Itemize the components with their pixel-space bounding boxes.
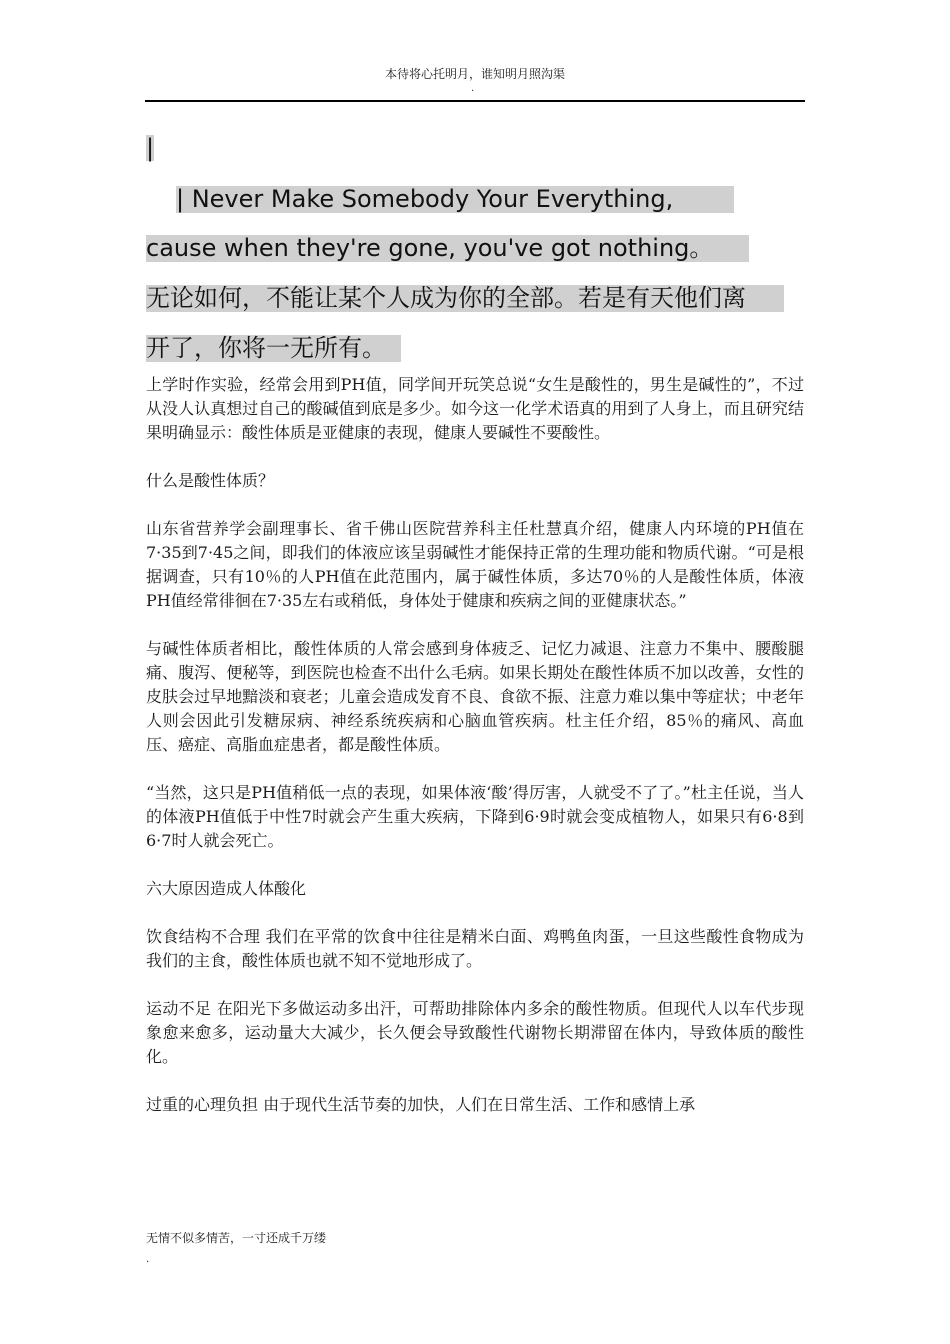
quote-line-4: 开了，你将一无所有。	[146, 335, 401, 362]
quote-cursor-mark: |	[146, 134, 155, 162]
paragraph-severe-acidity: “当然，这只是PH值稍低一点的表现，如果体液‘酸’得厉害，人就受不了了。”杜主任说，当人的体液PH值低于中性7时就会产生重大疾病，下降到6·9时就会变成植物人，如果只有6·8到6·7时人就会死亡。	[146, 783, 804, 850]
paragraph-ph-range: 山东省营养学会副理事长、省千佛山医院营养科主任杜慧真介绍，健康人内环境的PH值在7·35到7·45之间，即我们的体液应该呈弱碱性才能保持正常的生理功能和物质代谢。“可是根据调查，只有10％的人PH值在此范围内，属于碱性体质，多达70％的人是酸性体质，体液PH值经常徘徊在7·35左右或稍低，身体处于健康和疾病之间的亚健康状态。”	[146, 519, 804, 610]
page-header: 本待将心托明月，谁知明月照沟渠	[384, 67, 565, 81]
heading-six-causes: 六大原因造成人体酸化	[146, 879, 307, 898]
header-divider	[145, 100, 805, 102]
heading-what-is-acidic: 什么是酸性体质？	[146, 471, 275, 490]
paragraph-intro: 上学时作实验，经常会用到PH值，同学间开玩笑总说“女生是酸性的，男生是碱性的”，不过从没人认真想过自己的酸碱值到底是多少。如今这一化学术语真的用到了人身上，而且研究结果明确显示：酸性体质是亚健康的表现，健康人要碱性不要酸性。	[146, 375, 804, 442]
article-body	[146, 373, 804, 1141]
header-dot: .	[471, 83, 475, 94]
paragraph-stress: 过重的心理负担 由于现代生活节奏的加快，人们在日常生活、工作和感情上承	[146, 1095, 696, 1114]
footer-dot: .	[146, 1254, 150, 1265]
paragraph-exercise: 运动不足 在阳光下多做运动多出汗，可帮助排除体内多余的酸性物质。但现代人以车代步现象愈来愈多，运动量大大减少，长久便会导致酸性代谢物长期滞留在体内，导致体质的酸性化。	[146, 999, 804, 1066]
paragraph-symptoms: 与碱性体质者相比，酸性体质的人常会感到身体疲乏、记忆力减退、注意力不集中、腰酸腿痛、腹泻、便秘等，到医院也检查不出什么毛病。如果长期处在酸性体质不加以改善，女性的皮肤会过早地黯淡和衰老；儿童会造成发育不良、食欲不振、注意力难以集中等症状；中老年人则会因此引发糖尿病、神经系统疾病和心脑血管疾病。杜主任介绍，85％的痛风、高血压、癌症、高脂血症患者，都是酸性体质。	[146, 639, 804, 754]
paragraph-diet: 饮食结构不合理 我们在平常的饮食中往往是精米白面、鸡鸭鱼肉蛋，一旦这些酸性食物成为我们的主食，酸性体质也就不知不觉地形成了。	[146, 927, 804, 970]
quote-line-2: cause when they're gone, you've got nothing。	[146, 235, 749, 262]
quote-line-1: | Never Make Somebody Your Everything,	[176, 186, 734, 213]
quote-line-3: 无论如何，不能让某个人成为你的全部。若是有天他们离	[146, 285, 784, 312]
page-footer: 无情不似多情苦，一寸还成千万缕	[146, 1231, 327, 1245]
